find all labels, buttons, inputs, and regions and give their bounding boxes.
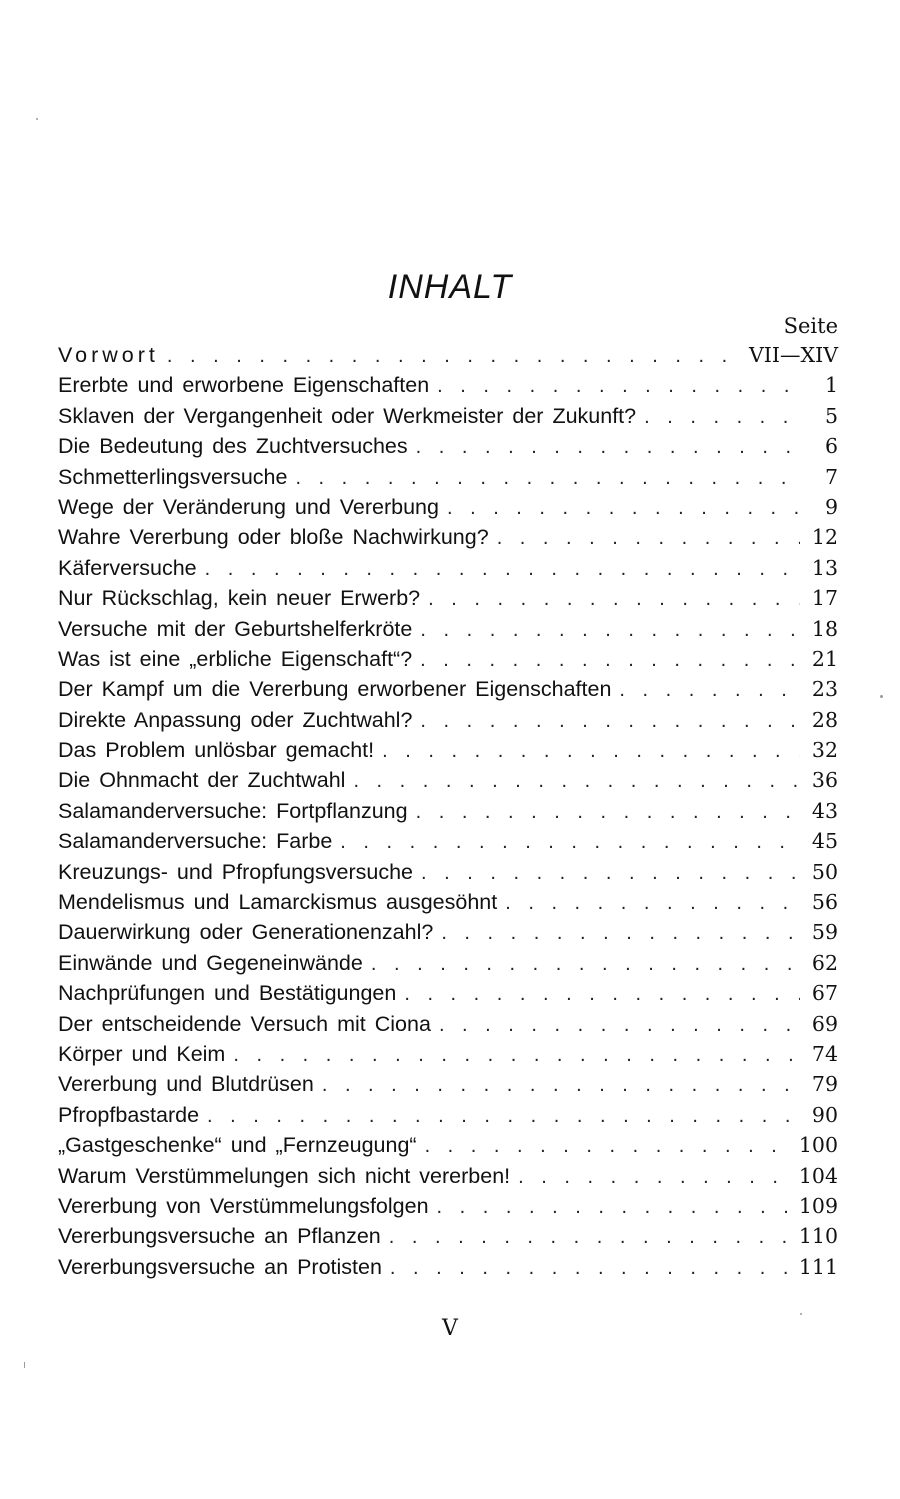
toc-entry: [58, 431, 838, 461]
toc-entry: [58, 340, 838, 370]
dot-leader: [420, 615, 800, 645]
toc-entry-title: Warum Verstümmelungen sich nicht vererben!: [58, 1163, 511, 1188]
toc-entry: [58, 401, 838, 431]
dot-leader: [416, 432, 800, 462]
toc-entry-page: 50: [811, 859, 838, 884]
toc-entry-page: 104: [798, 1163, 838, 1188]
toc-entry-title: Wege der Veränderung und Vererbung: [58, 494, 439, 519]
toc-entry: [58, 826, 838, 856]
toc-entry-title: Der Kampf um die Vererbung erworbener Eigenschaften: [58, 677, 612, 702]
toc-entry-page: 74: [811, 1041, 838, 1066]
toc-entry-page: 9: [824, 494, 838, 519]
toc-entry-title: Direkte Anpassung oder Zuchtwahl?: [58, 707, 413, 732]
toc-entry-page: 43: [811, 798, 838, 823]
dot-leader: [644, 402, 800, 432]
dot-leader: [420, 706, 800, 736]
toc-entry-title: „Gastgeschenke“ und „Fernzeugung“: [58, 1133, 417, 1158]
toc-entry-title: Salamanderversuche: Farbe: [58, 829, 333, 854]
toc-entry-page: 110: [798, 1224, 838, 1249]
dot-leader: [340, 827, 800, 857]
dot-leader: [421, 858, 800, 888]
toc-entry-title: Vorwort: [58, 343, 159, 367]
dot-leader: [371, 949, 800, 979]
toc-entry: [58, 705, 838, 735]
toc-entry-title: Nur Rückschlag, kein neuer Erwerb?: [58, 586, 421, 611]
dot-leader: [382, 736, 800, 766]
dot-leader: [295, 463, 800, 493]
toc-entry-title: Sklaven der Vergangenheit oder Werkmeister der Zukunft?: [58, 403, 637, 428]
dot-leader: [404, 979, 800, 1009]
dot-leader: [233, 1040, 800, 1070]
toc-entry-page: 36: [811, 768, 838, 793]
toc-entry-page: 62: [811, 950, 838, 975]
dot-leader: [390, 1253, 791, 1283]
dot-leader: [447, 493, 800, 523]
toc-entry-title: Salamanderversuche: Fortpflanzung: [58, 798, 408, 823]
dot-leader: [619, 675, 800, 705]
toc-entry-page: 12: [811, 525, 838, 550]
toc-entry: [58, 917, 838, 947]
toc-entry: [58, 948, 838, 978]
toc-entry: [58, 644, 838, 674]
toc-entry-page: 5: [824, 403, 838, 428]
toc-entry-page: 67: [811, 981, 838, 1006]
dot-leader: [497, 523, 800, 553]
table-of-contents: [58, 340, 838, 1282]
toc-entry: [58, 1161, 838, 1191]
toc-entry-title: Versuche mit der Geburtshelferkröte: [58, 616, 413, 641]
toc-entry-page: 109: [798, 1193, 838, 1218]
dot-leader: [441, 918, 800, 948]
dot-leader: [437, 1192, 791, 1222]
toc-entry: [58, 765, 838, 795]
toc-entry: [58, 1252, 838, 1282]
toc-entry-page: 32: [811, 738, 838, 763]
toc-entry-title: Der entscheidende Versuch mit Ciona: [58, 1011, 431, 1036]
toc-entry: [58, 735, 838, 765]
dot-leader: [353, 766, 800, 796]
toc-entry: [58, 1130, 838, 1160]
toc-entry: [58, 522, 838, 552]
toc-entry-title: Nachprüfungen und Bestätigungen: [58, 981, 397, 1006]
toc-entry-title: Die Bedeutung des Zuchtversuches: [58, 434, 408, 459]
toc-entry: [58, 1221, 838, 1251]
toc-entry-title: Vererbungsversuche an Protisten: [58, 1254, 382, 1279]
dot-leader: [420, 645, 800, 675]
toc-entry-page: 18: [811, 616, 838, 641]
toc-entry-page: 7: [824, 464, 838, 489]
toc-entry: [58, 796, 838, 826]
toc-entry-page: 17: [811, 586, 838, 611]
toc-entry: [58, 1039, 838, 1069]
toc-entry-page: 56: [811, 890, 838, 915]
toc-entry-title: Kreuzungs- und Pfropfungsversuche: [58, 859, 413, 884]
toc-entry: [58, 978, 838, 1008]
toc-entry: [58, 492, 838, 522]
dot-leader: [416, 797, 800, 827]
toc-entry: [58, 553, 838, 583]
toc-entry-title: Das Problem unlösbar gemacht!: [58, 738, 375, 763]
toc-entry-title: Mendelismus und Lamarckismus ausgesöhnt: [58, 890, 498, 915]
toc-entry-title: Schmetterlingsversuche: [58, 464, 288, 489]
toc-entry-title: Ererbte und erworbene Eigenschaften: [58, 373, 430, 398]
toc-entry: [58, 1191, 838, 1221]
toc-entry-title: Körper und Keim: [58, 1041, 226, 1066]
dot-leader: [428, 584, 800, 614]
toc-entry-page: VII—XIV: [749, 343, 838, 367]
toc-entry: [58, 583, 838, 613]
dot-leader: [207, 1101, 800, 1131]
toc-entry-page: 21: [811, 646, 838, 671]
scan-speck: [800, 1313, 802, 1315]
dot-leader: [425, 1131, 791, 1161]
dot-leader: [205, 554, 800, 584]
scan-speck: [880, 695, 883, 698]
toc-entry-title: Vererbung von Verstümmelungsfolgen: [58, 1193, 429, 1218]
page-column-header: Seite: [783, 314, 838, 338]
toc-entry-title: Dauerwirkung oder Generationenzahl?: [58, 920, 434, 945]
toc-entry-page: 23: [811, 677, 838, 702]
toc-entry-page: 45: [811, 829, 838, 854]
dot-leader: [322, 1070, 800, 1100]
toc-entry-title: Vererbung und Blutdrüsen: [58, 1072, 314, 1097]
scan-speck: [36, 118, 38, 120]
page-folio: V: [442, 1316, 458, 1341]
toc-entry-title: Vererbungsversuche an Pflanzen: [58, 1224, 381, 1249]
dot-leader: [389, 1222, 791, 1252]
dot-leader: [167, 341, 741, 371]
toc-entry: [58, 1100, 838, 1130]
page-title: INHALT: [387, 268, 513, 306]
toc-entry-page: 28: [811, 707, 838, 732]
dot-leader: [439, 1010, 800, 1040]
toc-entry-page: 59: [811, 920, 838, 945]
toc-entry: [58, 1069, 838, 1099]
toc-entry: [58, 462, 838, 492]
toc-entry: [58, 887, 838, 917]
toc-entry: [58, 857, 838, 887]
toc-entry-title: Wahre Vererbung oder bloße Nachwirkung?: [58, 525, 489, 550]
dot-leader: [518, 1162, 791, 1192]
toc-entry-title: Die Ohnmacht der Zuchtwahl: [58, 768, 346, 793]
scan-speck: [24, 1362, 25, 1368]
toc-entry: [58, 614, 838, 644]
toc-entry-page: 111: [798, 1254, 838, 1279]
toc-entry-title: Pfropfbastarde: [58, 1102, 200, 1127]
toc-entry: [58, 1009, 838, 1039]
dot-leader: [505, 888, 800, 918]
toc-entry-page: 69: [811, 1011, 838, 1036]
toc-entry-page: 100: [798, 1133, 838, 1158]
toc-entry: [58, 674, 838, 704]
toc-entry-page: 79: [811, 1072, 838, 1097]
toc-entry-page: 90: [811, 1102, 838, 1127]
toc-entry-title: Was ist eine „erbliche Eigenschaft“?: [58, 646, 413, 671]
toc-entry-title: Einwände und Gegeneinwände: [58, 950, 363, 975]
toc-entry-page: 1: [824, 373, 838, 398]
dot-leader: [437, 371, 800, 401]
toc-entry-page: 13: [811, 555, 838, 580]
toc-entry-page: 6: [824, 434, 838, 459]
toc-entry-title: Käferversuche: [58, 555, 197, 580]
toc-entry: [58, 370, 838, 400]
